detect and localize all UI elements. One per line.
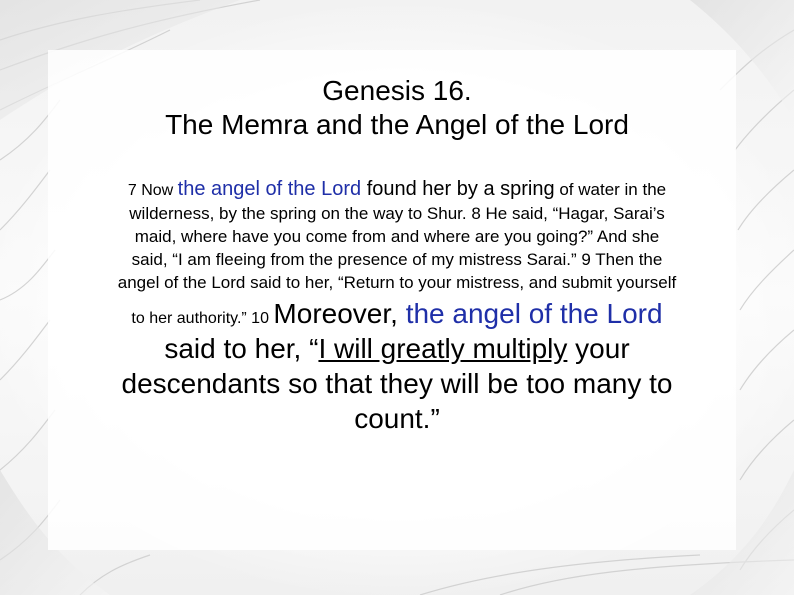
verse-text: said to her, “ — [164, 333, 319, 364]
angel-of-the-lord-highlight: the angel of the Lord — [405, 298, 663, 329]
passage-line-2: wilderness, by the spring on the way to Shur. 8 He said, “Hagar, Sarai’s — [129, 204, 665, 223]
verse-text: Moreover, — [273, 298, 406, 329]
passage-line-4: said, “I am fleeing from the presence of my mistress Sarai.” 9 Then the — [131, 250, 663, 269]
verse-text: your — [567, 333, 630, 364]
passage-line-8: descendants so that they will be too many to — [121, 368, 673, 399]
underlined-promise: I will greatly multiply — [318, 333, 568, 364]
passage-line-5: angel of the Lord said to her, “Return to your mistress, and submit yourself — [117, 273, 677, 292]
title-line-1: Genesis 16. — [322, 75, 472, 106]
angel-of-the-lord-highlight: the angel of the Lord — [177, 178, 362, 200]
verse-text: to her authority.” 10 — [131, 310, 274, 327]
slide-title — [0, 74, 794, 142]
verse-text: found her by a spring — [361, 178, 555, 200]
verse-text: 7 Now — [127, 182, 178, 199]
passage-line-7 — [56, 331, 738, 366]
scripture-passage — [56, 178, 738, 436]
verse-text: of water in the — [554, 180, 667, 199]
passage-line-9: count.” — [354, 403, 440, 434]
passage-line-3: maid, where have you come from and where are you going?” And she — [134, 227, 660, 246]
title-line-2: The Memra and the Angel of the Lord — [165, 109, 629, 140]
passage-line-1 — [56, 178, 738, 202]
passage-line-6 — [56, 296, 738, 331]
